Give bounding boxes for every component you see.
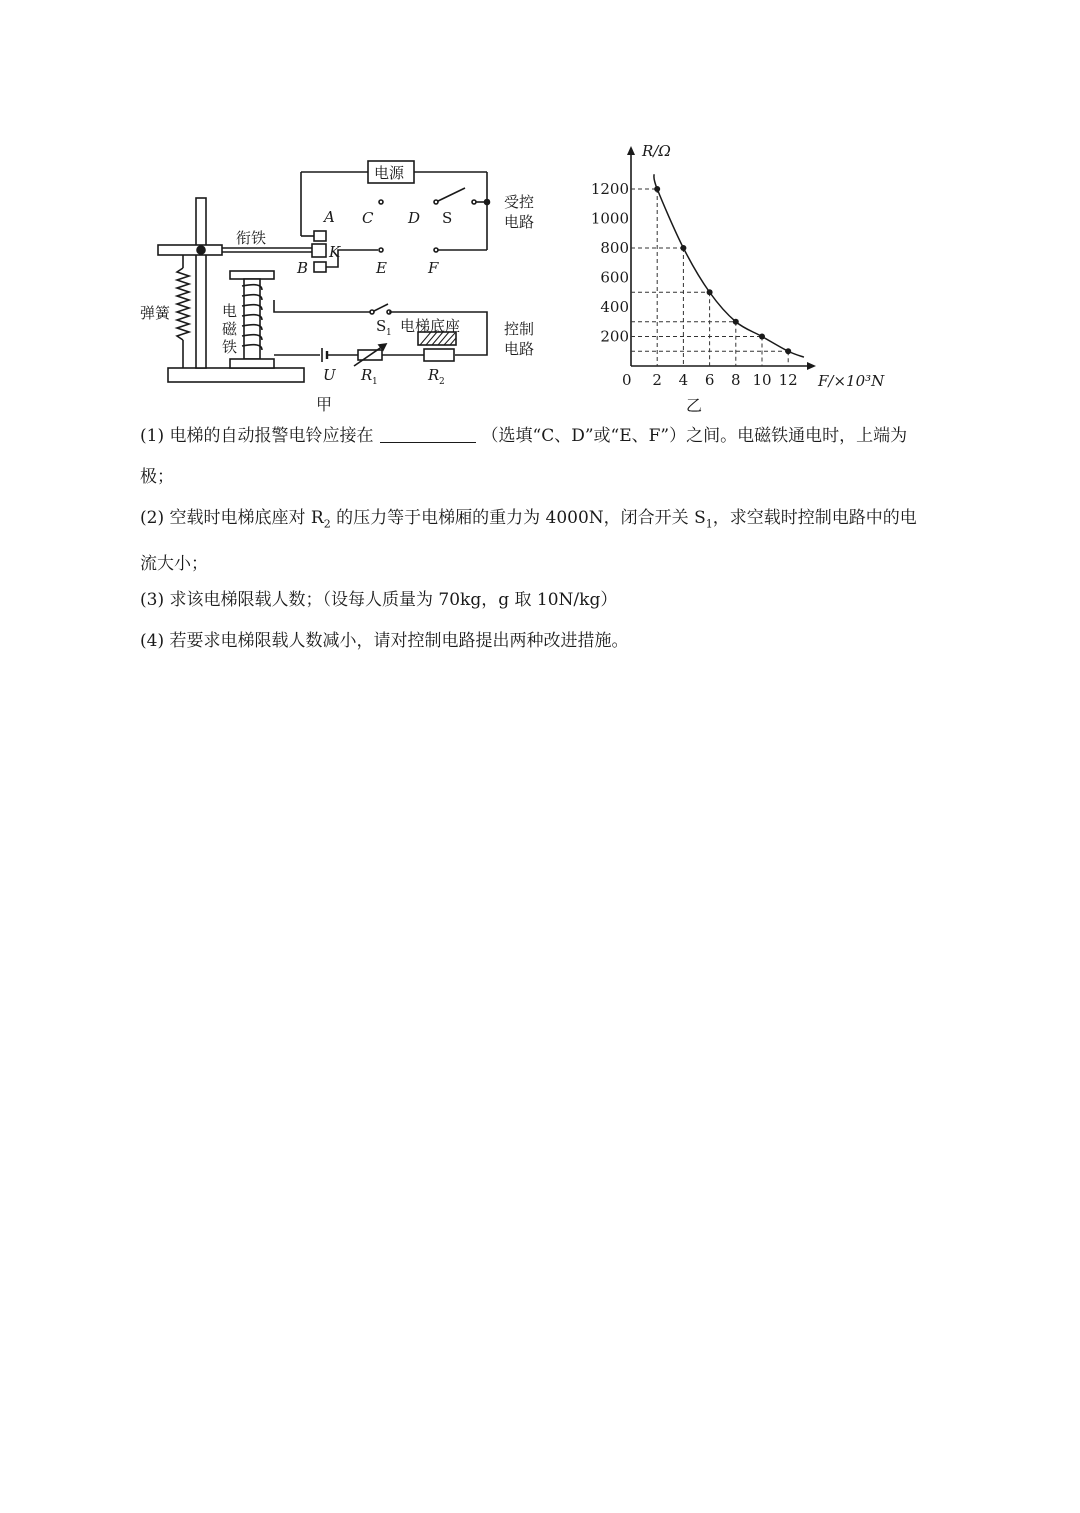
switch-s1-sub: 1 <box>386 328 392 338</box>
question-3 <box>140 580 970 621</box>
data-point <box>733 319 739 325</box>
question-1-text-before: 电梯的自动报警电铃应接在 <box>169 426 374 446</box>
y-tick-label: 600 <box>600 268 629 287</box>
question-2-sub: 2 <box>323 517 331 531</box>
point-a-label: A <box>324 208 335 226</box>
question-2-text3: ，求空载时控制电路中的电 <box>712 508 917 528</box>
point-c-label: C <box>362 209 374 227</box>
x-axis-arrow <box>807 362 816 370</box>
question-1-text-after: （选填“C、D”或“E、F”）之间。电磁铁通电时，上端为 <box>481 426 908 446</box>
data-point <box>654 186 660 192</box>
data-point <box>680 245 686 251</box>
data-point <box>707 289 713 295</box>
switch-s1-label: S <box>376 317 387 335</box>
x-tick-label: 2 <box>652 371 662 389</box>
x-tick-label: 12 <box>778 371 798 389</box>
controlled-circuit-label-2: 电路 <box>504 213 535 231</box>
question-4-text: 若要求电梯限载人数减小，请对控制电路提出两种改进措施。 <box>169 631 629 651</box>
electromagnet-label-1: 电 <box>222 302 238 320</box>
figure-a-caption: 甲 <box>316 395 333 414</box>
elevator-base-label: 电梯底座 <box>400 317 461 335</box>
y-axis-label: R/Ω <box>642 142 671 160</box>
y-tick-label: 200 <box>600 327 629 346</box>
point-k-label: K <box>329 243 341 261</box>
control-circuit-label-2: 电路 <box>504 340 535 358</box>
data-point <box>785 348 791 354</box>
question-4 <box>140 621 970 662</box>
y-tick-label: 800 <box>600 239 629 257</box>
origin-label: 0 <box>622 371 632 389</box>
switch-s-label: S <box>442 209 453 227</box>
r2-label: R <box>428 366 440 384</box>
electromagnet-label-2: 磁 <box>222 320 238 338</box>
question-3-text: 求该电梯限载人数；（设每人质量为 70kg，g 取 10N/kg） <box>169 590 618 610</box>
question-2-text: 空载时电梯底座对 R <box>169 508 324 528</box>
x-axis-label: F/×10³N <box>818 372 885 390</box>
armature-label: 衔铁 <box>236 229 267 247</box>
question-1-line2: 极； <box>140 467 174 487</box>
point-b-label: B <box>297 259 309 277</box>
spring-label: 弹簧 <box>140 304 171 322</box>
question-2-text2: 的压力等于电梯厢的重力为 4000N，闭合开关 S <box>330 508 706 528</box>
point-f-label: F <box>428 259 439 277</box>
y-axis-arrow <box>627 146 635 155</box>
question-1 <box>140 416 970 498</box>
y-tick-label: 400 <box>600 298 629 316</box>
question-2-line2: 流大小； <box>140 554 208 575</box>
r1-sub: 1 <box>372 377 378 387</box>
x-tick-label: 4 <box>678 371 689 389</box>
voltage-u-label: U <box>323 366 336 384</box>
question-1-number: (1) <box>140 426 165 446</box>
electromagnet-label-3: 铁 <box>222 338 238 356</box>
question-4-number: (4) <box>140 631 165 651</box>
control-circuit-label-1: 控制 <box>504 320 535 338</box>
x-tick-label: 10 <box>752 371 772 389</box>
r2-sub: 2 <box>439 377 445 387</box>
x-tick-label: 6 <box>704 371 715 389</box>
point-d-label: D <box>408 209 421 227</box>
question-2 <box>140 498 970 585</box>
power-label: 电源 <box>374 164 405 182</box>
data-point <box>759 334 765 340</box>
point-e-label: E <box>376 259 387 277</box>
resistance-force-chart <box>0 0 1080 430</box>
x-tick-label: 8 <box>731 371 741 389</box>
question-2-sub2: 1 <box>705 517 713 531</box>
y-tick-label: 1200 <box>590 180 629 198</box>
question-3-number: (3) <box>140 590 165 610</box>
controlled-circuit-label-1: 受控 <box>504 193 535 211</box>
question-2-number: (2) <box>140 508 165 528</box>
y-tick-label: 1000 <box>590 209 629 228</box>
r-f-curve <box>654 174 804 357</box>
answer-blank[interactable] <box>380 424 476 443</box>
figure-b-caption: 乙 <box>686 396 703 415</box>
r1-label: R <box>361 366 373 384</box>
